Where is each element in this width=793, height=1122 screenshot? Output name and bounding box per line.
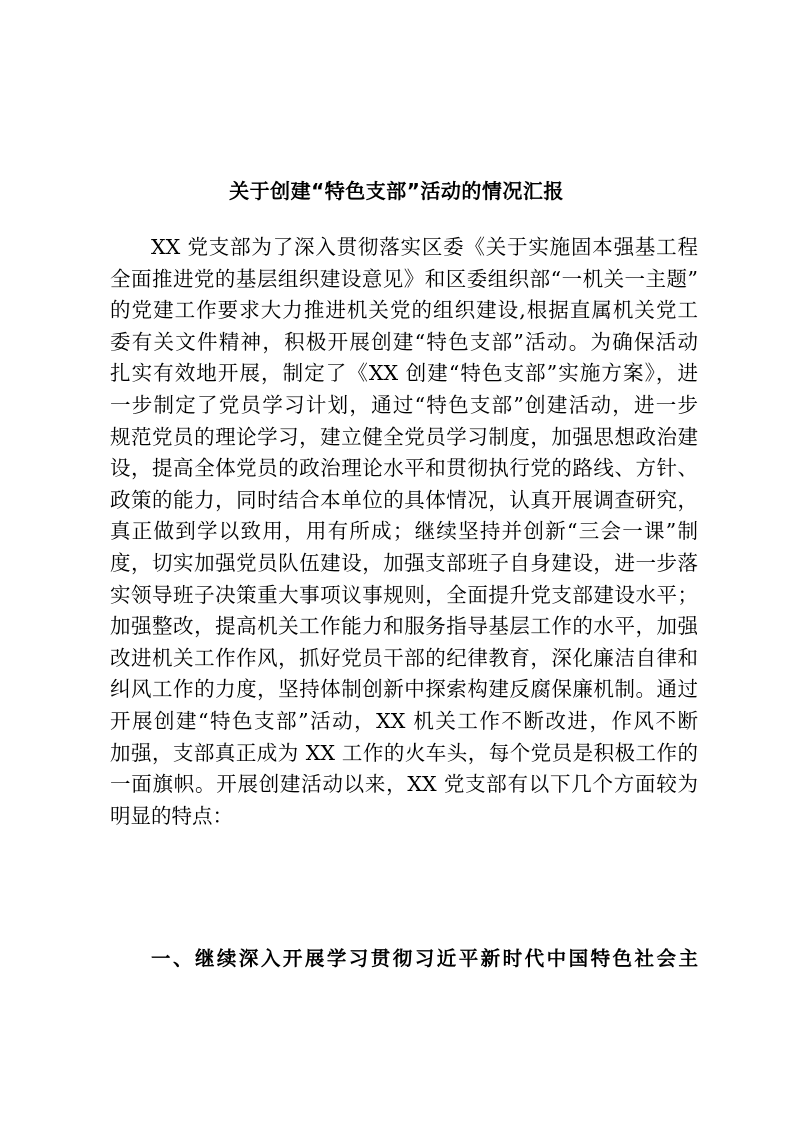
paragraph-line: 委有关文件精神，积极开展创建“特色支部”活动。为确保活动 <box>110 329 698 354</box>
section-heading: 一、继续深入开展学习贯彻习近平新时代中国特色社会主 <box>151 947 698 970</box>
paragraph-line: 一步制定了党员学习计划，通过“特色支部”创建活动，进一步 <box>110 392 698 417</box>
paragraph-line: 政策的能力，同时结合本单位的具体情况，认真开展调查研究， <box>110 487 698 512</box>
paragraph-line: 加强，支部真正成为 XX 工作的火车头，每个党员是积极工作的 <box>110 740 698 765</box>
paragraph-line: 加强整改，提高机关工作能力和服务指导基层工作的水平，加强 <box>110 614 698 639</box>
paragraph-line: 开展创建“特色支部”活动，XX 机关工作不断改进，作风不断 <box>110 708 698 733</box>
paragraph-line: 全面推进党的基层组织建设意见》和区委组织部“一机关一主题” <box>110 266 698 291</box>
document-title: 关于创建“特色支部”活动的情况汇报 <box>229 179 564 203</box>
paragraph-line: 扎实有效地开展，制定了《XX 创建“特色支部”实施方案》，进 <box>110 361 698 386</box>
paragraph-line: 纠风工作的力度，坚持体制创新中探索构建反腐保廉机制。通过 <box>110 677 698 702</box>
paragraph-line: 设，提高全体党员的政治理论水平和贯彻执行党的路线、方针、 <box>110 456 698 481</box>
paragraph-line: 改进机关工作作风，抓好党员干部的纪律教育，深化廉洁自律和 <box>110 645 698 670</box>
body-paragraph <box>110 232 698 832</box>
paragraph-line: 明显的特点： <box>110 803 233 828</box>
paragraph-line: 规范党员的理论学习，建立健全党员学习制度，加强思想政治建 <box>110 424 698 449</box>
paragraph-line: 的党建工作要求大力推进机关党的组织建设,根据直属机关党工 <box>110 298 698 323</box>
paragraph-line: 实领导班子决策重大事项议事规则，全面提升党支部建设水平； <box>110 582 698 607</box>
paragraph-line: 真正做到学以致用，用有所成；继续坚持并创新“三会一课”制 <box>110 519 698 544</box>
paragraph-line: 一面旗帜。开展创建活动以来，XX 党支部有以下几个方面较为 <box>110 772 698 797</box>
paragraph-line: XX 党支部为了深入贯彻落实区委《关于实施固本强基工程 <box>151 235 698 259</box>
paragraph-line: 度，切实加强党员队伍建设，加强支部班子自身建设，进一步落 <box>110 550 698 575</box>
